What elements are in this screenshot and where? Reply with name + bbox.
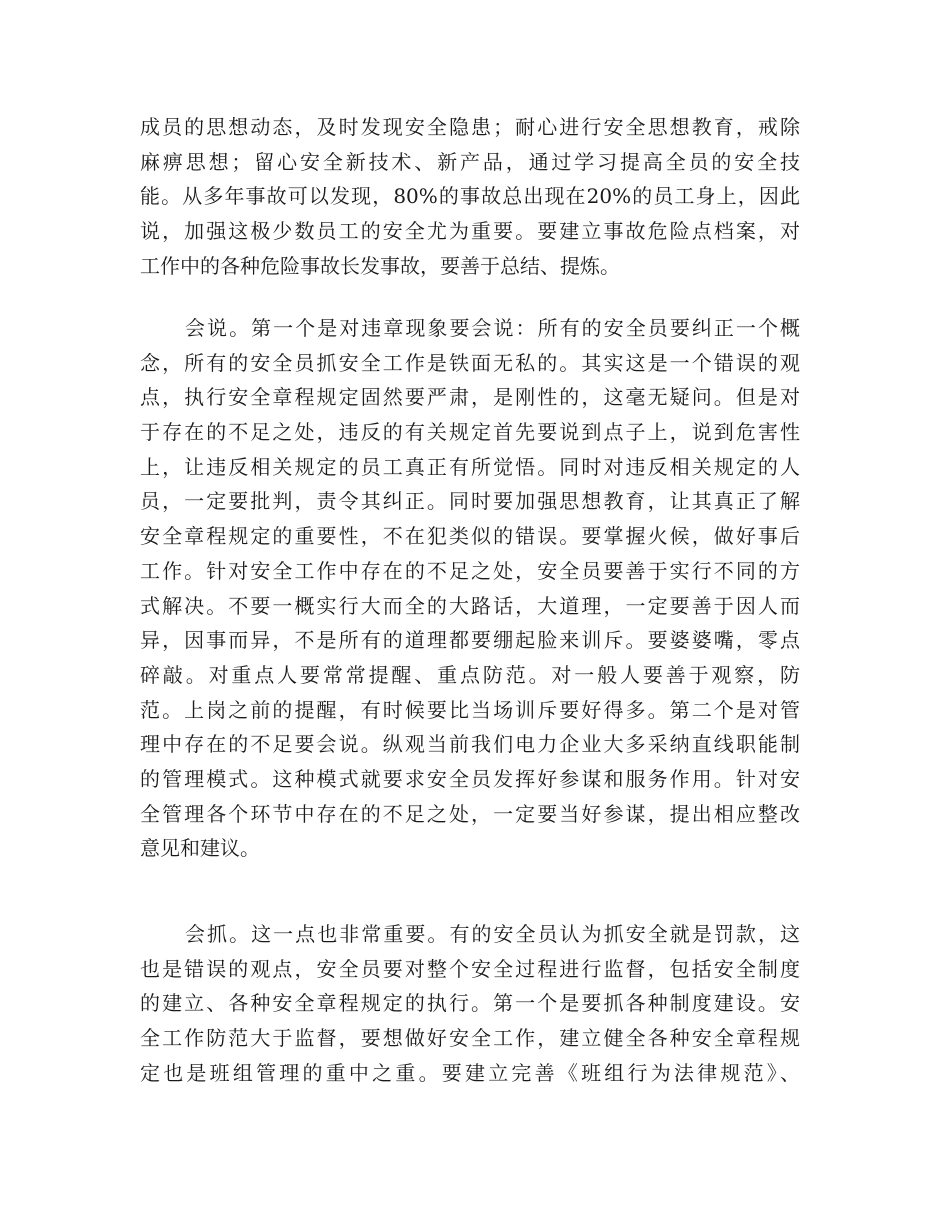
text-line: 异，因事而异，不是所有的道理都要绷起脸来训斥。要婆婆嘴，零点 <box>140 628 800 653</box>
text-line: 碎敲。对重点人要常常提醒、重点防范。对一般人要善于观察，防 <box>140 662 800 687</box>
text-line: 念，所有的安全员抓安全工作是铁面无私的。其实这是一个错误的观 <box>140 350 800 375</box>
text-line: 会说。第一个是对违章现象要会说：所有的安全员要纠正一个概 <box>185 316 800 340</box>
paragraph-huishuo <box>140 311 800 866</box>
text-line: 员，一定要批判，责令其纠正。同时要加强思想教育，让其真正了解 <box>140 489 800 514</box>
text-line: 也是错误的观点，安全员要对整个安全过程进行监督，包括安全制度 <box>140 956 800 981</box>
text-line: 全管理各个环节中存在的不足之处，一定要当好参谋，提出相应整改 <box>140 801 800 826</box>
text-line: 麻痹思想；留心安全新技术、新产品，通过学习提高全员的安全技 <box>140 149 800 174</box>
text-line: 理中存在的不足要会说。纵观当前我们电力企业大多采纳直线职能制 <box>140 732 800 757</box>
paragraph-huizhua <box>140 917 800 1090</box>
text-line: 范。上岗之前的提醒，有时候要比当场训斥要好得多。第二个是对管 <box>140 697 800 722</box>
text-line: 安全章程规定的重要性，不在犯类似的错误。要掌握火候，做好事后 <box>140 524 800 549</box>
text-line: 全工作防范大于监督，要想做好安全工作，建立健全各种安全章程规 <box>140 1026 800 1051</box>
text-line: 工作。针对安全工作中存在的不足之处，安全员要善于实行不同的方 <box>140 558 800 583</box>
paragraph-continued <box>140 110 800 283</box>
text-line: 的建立、各种安全章程规定的执行。第一个是要抓各种制度建设。安 <box>140 991 800 1016</box>
text-line: 的管理模式。这种模式就要求安全员发挥好参谋和服务作用。针对安 <box>140 766 800 791</box>
text-line: 工作中的各种危险事故长发事故，要善于总结、提炼。 <box>140 253 620 278</box>
text-line: 成员的思想动态，及时发现安全隐患；耐心进行安全思想教育，戒除 <box>140 115 800 139</box>
text-line: 说，加强这极少数员工的安全尤为重要。要建立事故危险点档案，对 <box>140 219 800 244</box>
text-line: 能。从多年事故可以发现，80%的事故总出现在20%的员工身上，因此 <box>140 184 800 209</box>
text-line: 式解决。不要一概实行大而全的大路话，大道理，一定要善于因人而 <box>140 593 800 618</box>
text-line: 定也是班组管理的重中之重。要建立完善《班组行为法律规范》、 <box>140 1060 800 1085</box>
text-line: 上，让违反相关规定的员工真正有所觉悟。同时对违反相关规定的人 <box>140 454 800 479</box>
text-line: 意见和建议。 <box>140 836 260 861</box>
text-line: 点，执行安全章程规定固然要严肃，是刚性的，这毫无疑问。但是对 <box>140 385 800 410</box>
text-line: 会抓。这一点也非常重要。有的安全员认为抓安全就是罚款，这 <box>185 922 800 946</box>
text-line: 于存在的不足之处，违反的有关规定首先要说到点子上，说到危害性 <box>140 420 800 445</box>
